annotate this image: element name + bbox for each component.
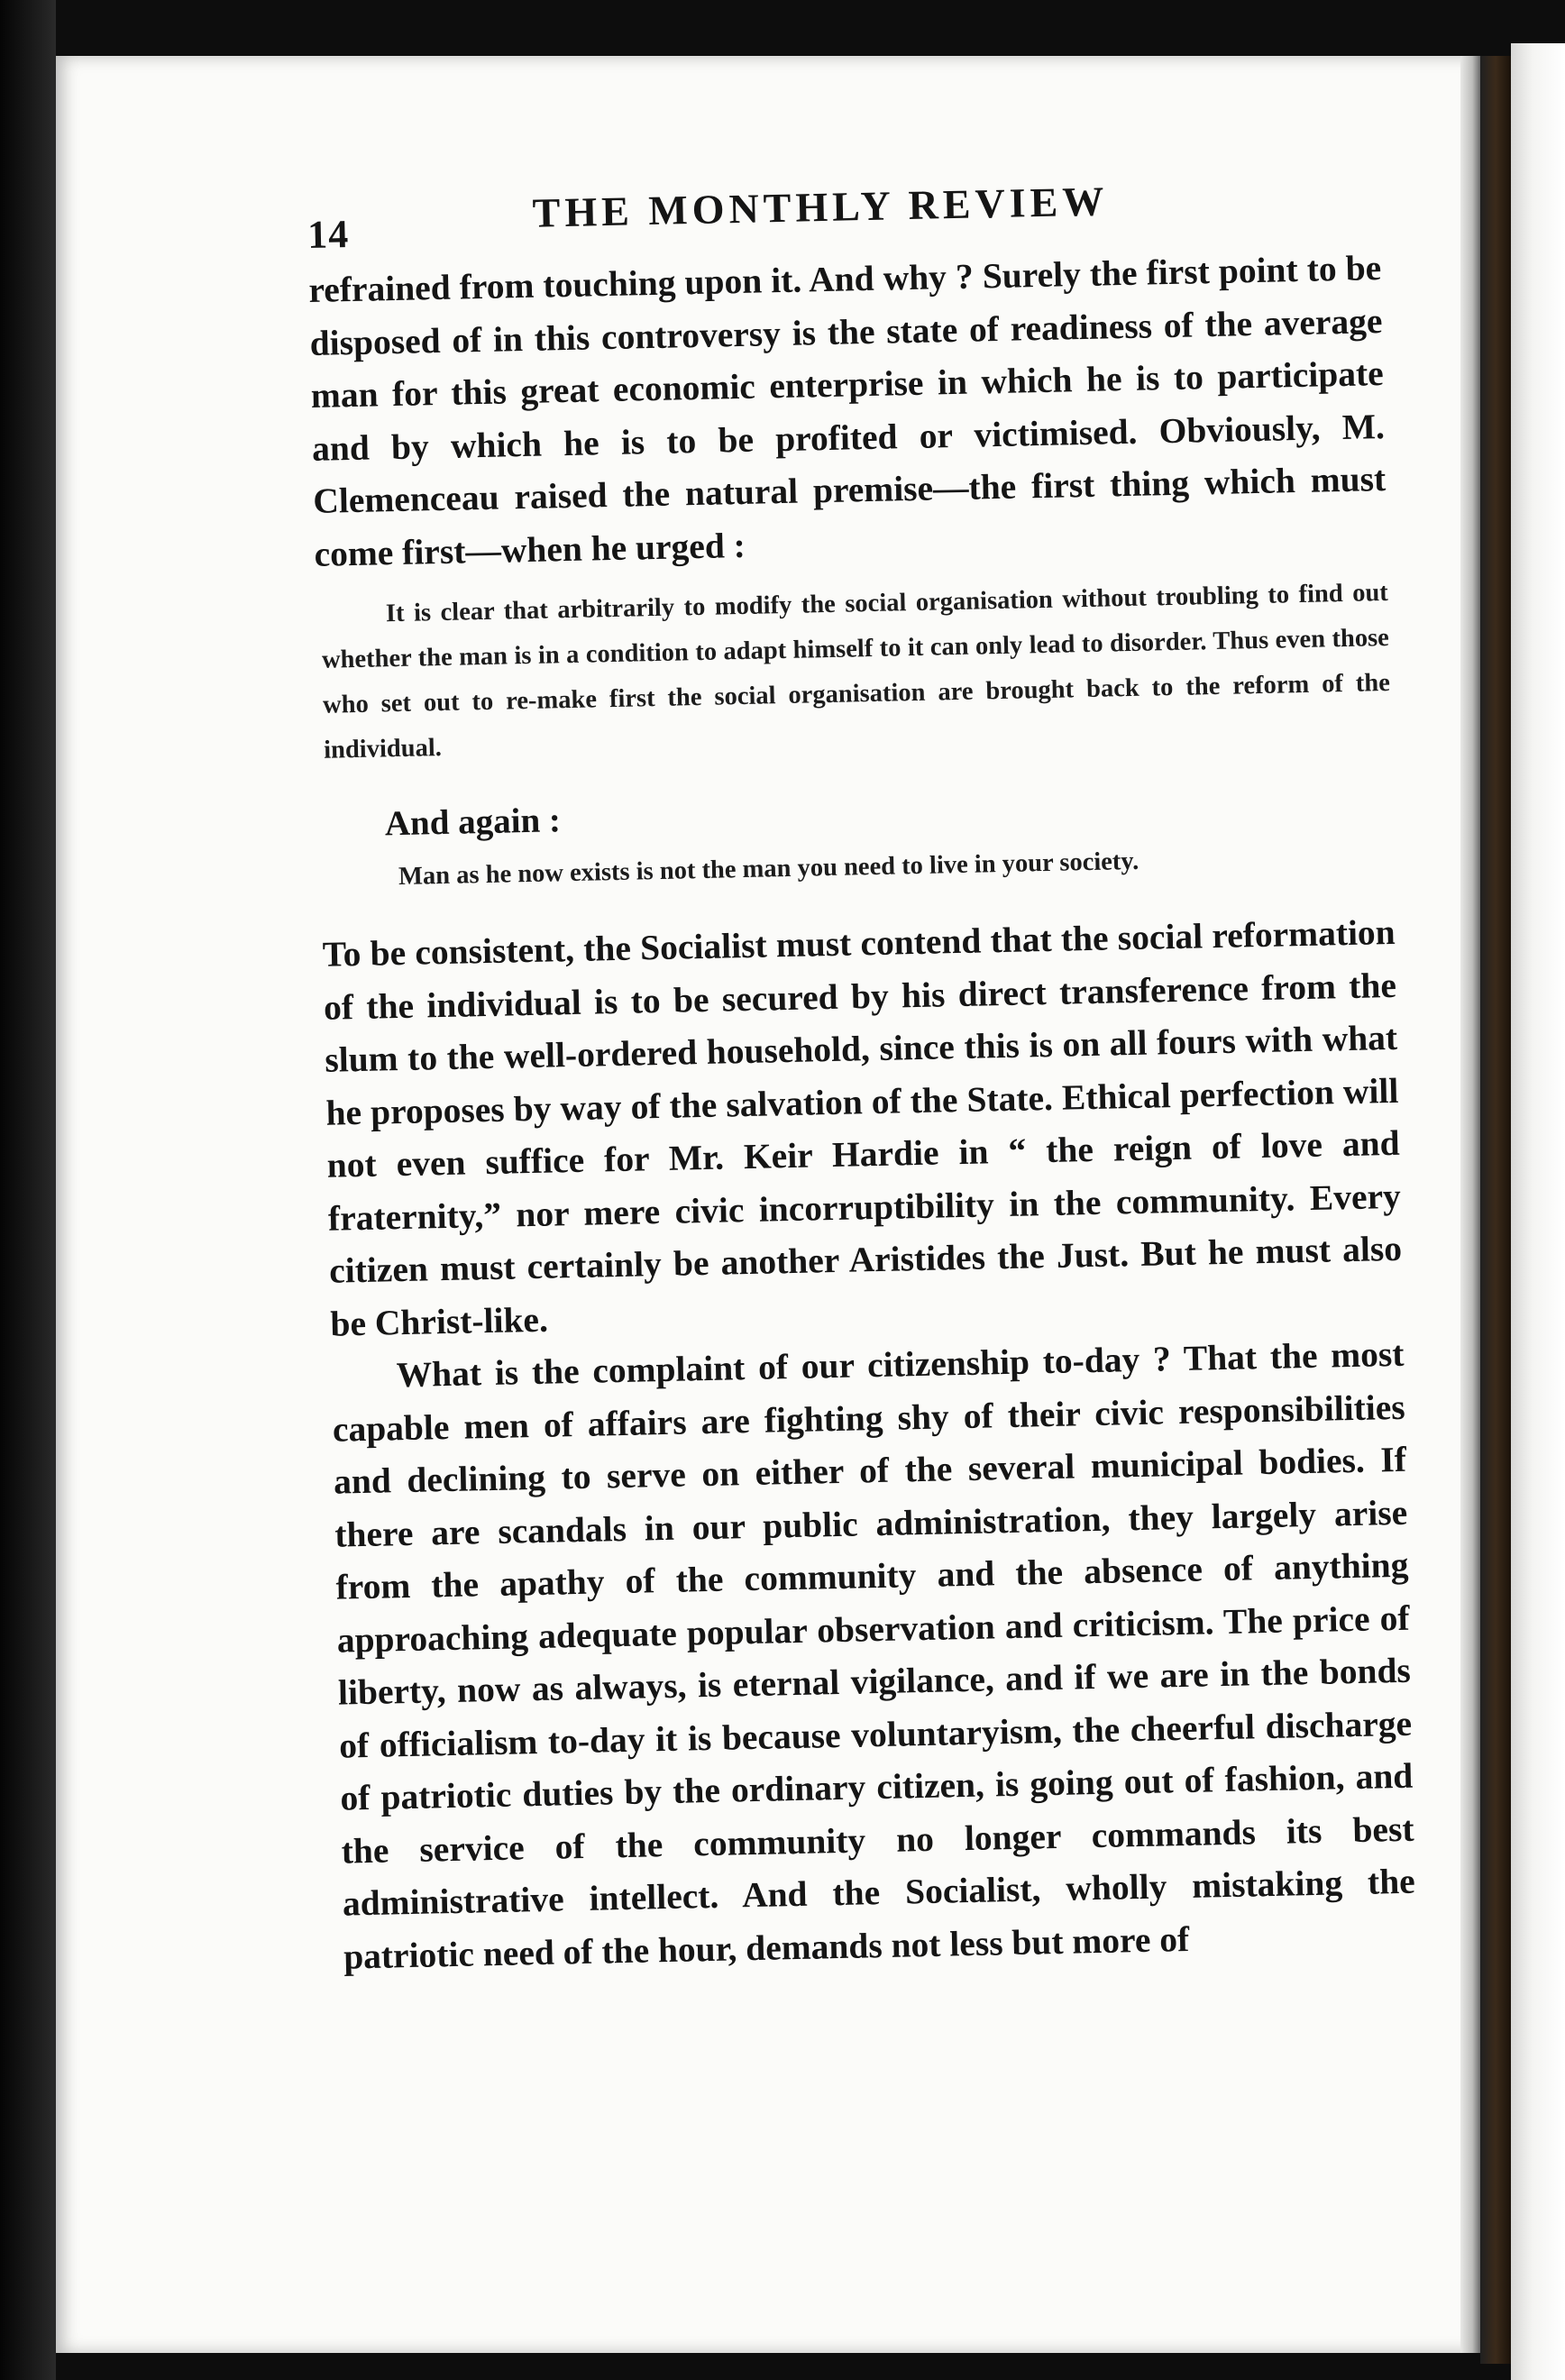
paragraph-1: refrained from touching upon it. And why ? Surely the first point to be disposed of in this controversy is the state of readiness of the average man for this great economic enterprise in which he is to participate and by which he is to be profited or victimised. Obviously, M. Clemenceau raised the natural premise—the first thing which must come first—when he urged : — [307, 248, 1387, 574]
block-quote-1: It is clear that arbitrarily to modify the social organisation without troubling to find out whether the man is in a condition to adapt himself to it can only lead to disorder. Thus even those who set out to re-make first the social organisation are brought back to the reform of the individual. — [321, 578, 1391, 764]
page-number: 14 — [307, 212, 350, 257]
running-title: THE MONTHLY REVIEW — [532, 178, 1109, 236]
paragraph-2: To be consistent, the Socialist must contend that the social reformation of the individual is to be secured by his direct transference from the slum to the well-ordered household, since this is on all fours with what he proposes by way of the salvation of the State. Ethical perfection will not even suffice for Mr. Keir Hardie in “ the reign of love and fraternity,” nor mere civic incorruptibility in the community. Every citizen must certainly be another Aristides the Just. But he must also be Christ-like. — [322, 911, 1403, 1344]
scan-left-border — [0, 0, 56, 2380]
page-content — [307, 162, 1417, 1982]
paragraph-3: What is the complaint of our citizenship to-day ? That the most capable men of affairs are fighting shy of their civic responsibilities and declining to serve on either of the several municipal bodies. If there are scandals in our public administration, they largely arise from the apathy of the community and the absence of anything approaching adequate popular observation and criticism. The price of liberty, now as always, is eternal vigilance, and if we are in the bonds of officialism to-day it is because voluntaryism, the cheerful discharge of patriotic duties by the ordinary citizen, is going out of fashion, and the service of the community no longer commands its best administrative intellect. And the Socialist, wholly mistaking the patriotic need of the hour, demands not less but more of — [332, 1333, 1416, 1977]
block-quote-2: Man as he now exists is not the man you need to live in your society. — [398, 847, 1139, 892]
book-gutter — [1480, 56, 1511, 2364]
facing-page-edge — [1511, 43, 1565, 2380]
quote-intro: And again : — [384, 801, 562, 844]
page-edge-shadow — [1460, 56, 1480, 2353]
